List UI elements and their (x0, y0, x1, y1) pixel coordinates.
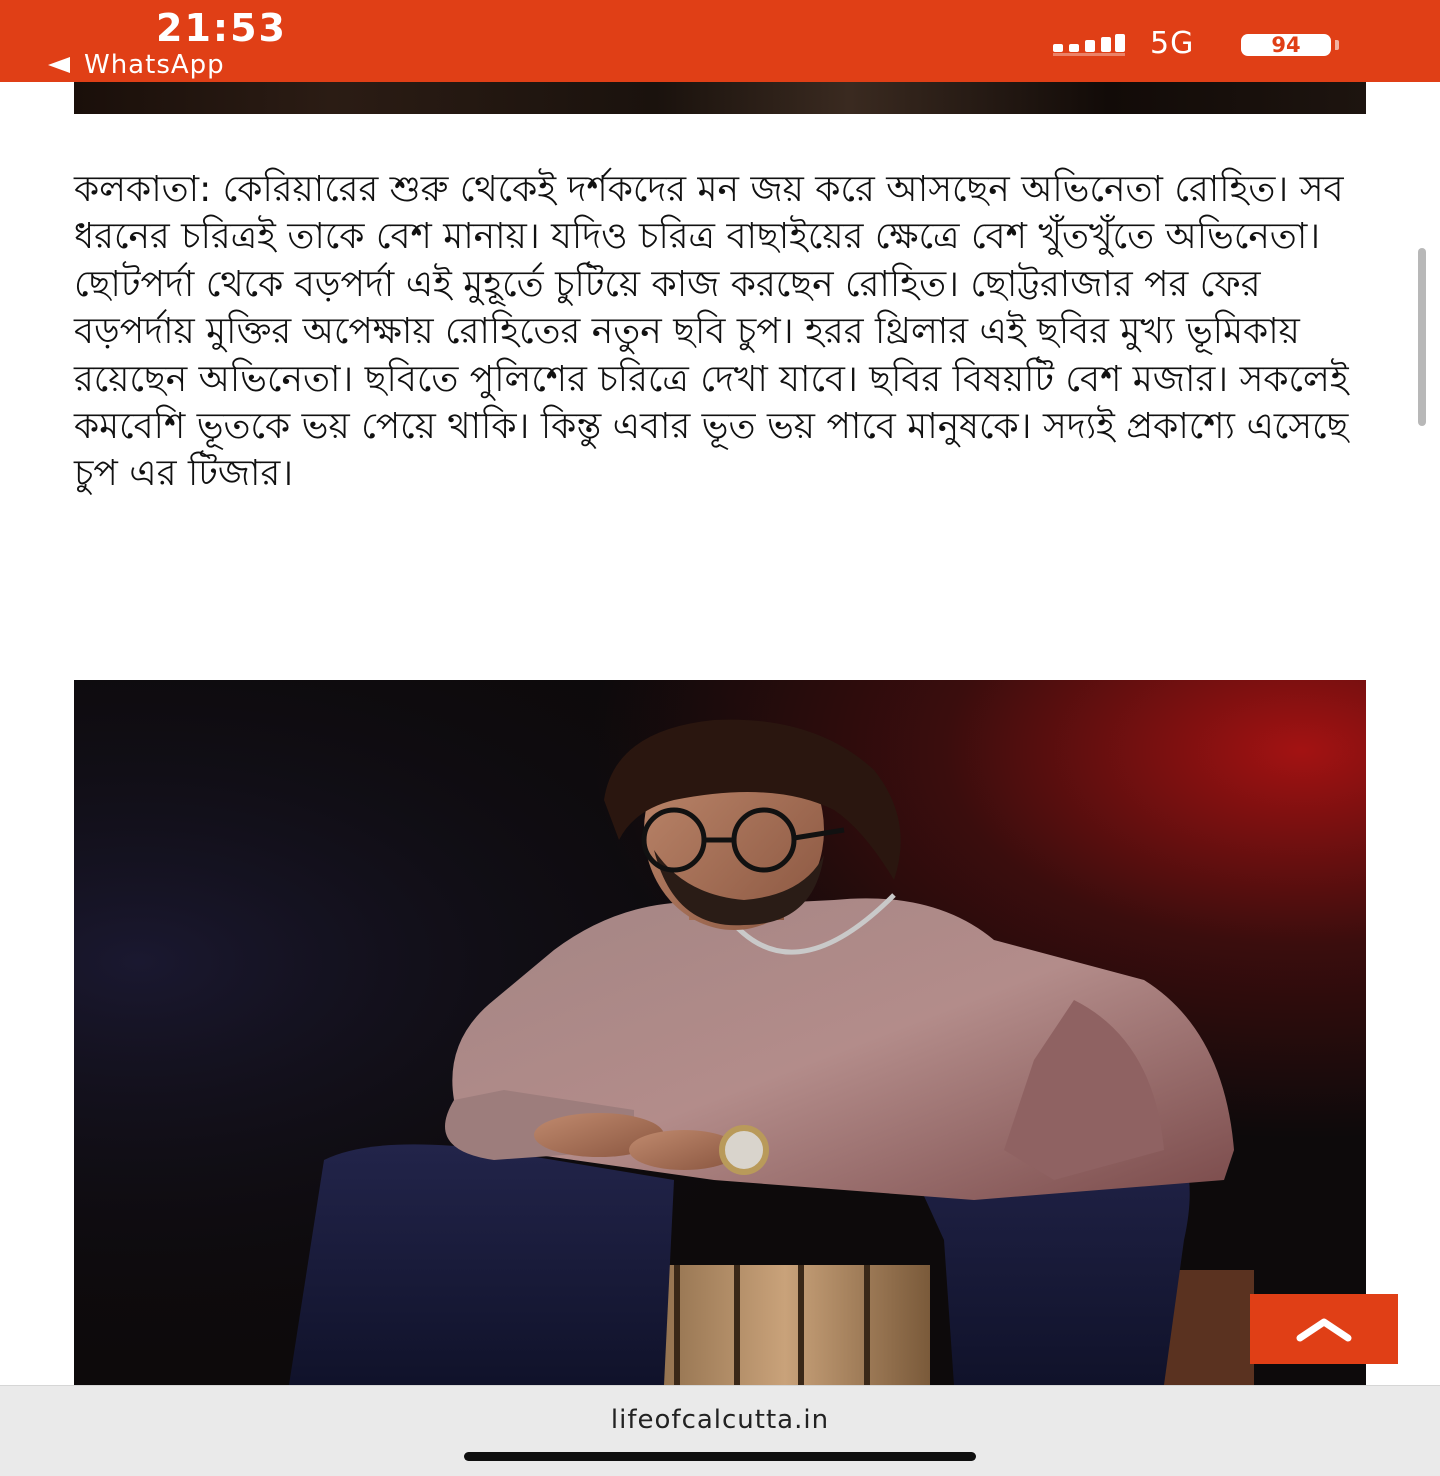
network-type: 5G (1150, 26, 1195, 61)
home-indicator[interactable] (464, 1452, 976, 1461)
signal-icon (1053, 34, 1125, 56)
battery-level: 94 (1271, 33, 1301, 57)
back-arrow-icon (48, 57, 70, 73)
browser-address-bar (0, 1385, 1440, 1476)
scrollbar[interactable] (1418, 248, 1426, 426)
back-app-label: WhatsApp (84, 50, 225, 80)
article-photo (74, 680, 1366, 1385)
status-time: 21:53 (156, 6, 287, 50)
status-bar (0, 0, 1440, 82)
top-article-image (74, 82, 1366, 114)
battery-tip (1335, 40, 1339, 50)
back-to-app-link[interactable] (48, 50, 225, 80)
chevron-up-icon (1296, 1316, 1352, 1342)
article-photo-image (74, 680, 1366, 1385)
url-text[interactable]: lifeofcalcutta.in (610, 1405, 830, 1435)
battery-icon (1241, 34, 1331, 56)
article-paragraph: কলকাতা: কেরিয়ারের শুরু থেকেই দর্শকদের মন জয় করে আসছেন অভিনেতা রোহিত। সব ধরনের চরিত্রই তাকে বেশ মানায়। যদিও চরিত্র বাছাইয়ের ক্ষেত্রে বেশ খুঁতখুঁতে অভিনেতা। ছোটপর্দা থেকে বড়পর্দা এই মুহূর্তে চুটিয়ে কাজ করছেন রোহিত। ছোট্টরাজার পর ফের বড়পর্দায় মুক্তির অপেক্ষায় রোহিতের নতুন ছবি চুপ। হরর থ্রিলার এই ছবির মুখ্য ভূমিকায় রয়েছেন অভিনেতা। ছবিতে পুলিশের চরিত্রে দেখা যাবে। ছবির বিষয়টি বেশ মজার। সকলেই কমবেশি ভূতকে ভয় পেয়ে থাকি। কিন্তু এবার ভূত ভয় পাবে মানুষকে। সদ্যই প্রকাশ্যে এসেছে চুপ এর টিজার। (74, 169, 1349, 495)
scroll-to-top-button[interactable] (1250, 1294, 1398, 1364)
